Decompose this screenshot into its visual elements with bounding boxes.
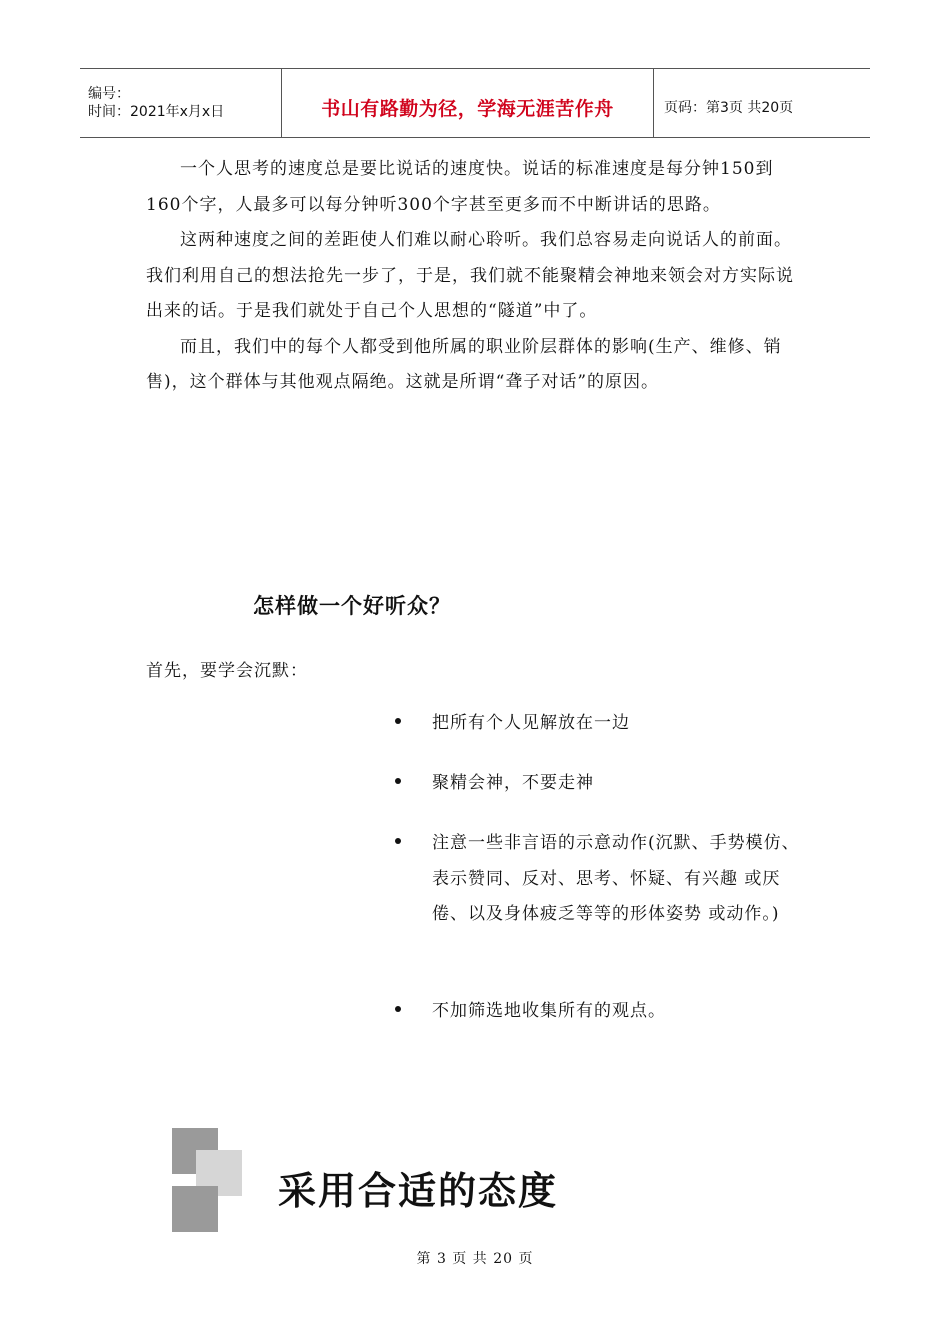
bullet-icon <box>395 718 401 724</box>
bullet-icon <box>395 778 401 784</box>
list-item-text: 把所有个人见解放在一边 <box>432 713 630 733</box>
section-title: 采用合适的态度 <box>278 1168 559 1213</box>
header-right-cell <box>654 69 870 137</box>
list-item <box>395 994 815 1030</box>
bullet-icon <box>395 838 401 844</box>
header-middle-cell <box>282 69 654 137</box>
list-item <box>395 706 815 742</box>
document-number-label: 编号： <box>88 86 130 102</box>
intro-line: 首先，要学会沉默： <box>146 661 308 681</box>
list-item <box>395 766 815 802</box>
header-page-info: 页码：第3页 共20页 <box>664 100 794 116</box>
page-footer: 第 3 页 共 20 页 <box>416 1251 534 1267</box>
list-item-text: 聚精会神，不要走神 <box>432 773 594 793</box>
bullet-icon <box>395 1006 401 1012</box>
subheading: 怎样做一个好听众？ <box>253 594 451 618</box>
document-date: 时间：2021年x月x日 <box>88 104 225 120</box>
body-text <box>146 152 806 401</box>
decorative-square-icon <box>172 1186 218 1232</box>
list-item-text: 注意一些非言语的示意动作(沉默、手势模仿、表示赞同、反对、思考、怀疑、有兴趣 或厌倦、以及身体疲乏等等的形体姿势 或动作。) <box>432 833 800 924</box>
paragraph: 一个人思考的速度总是要比说话的速度快。说话的标准速度是每分钟150到160个字，人最多可以每分钟听300个字甚至更多而不中断讲话的思路。 <box>146 159 774 215</box>
list-item <box>395 826 815 933</box>
paragraph: 这两种速度之间的差距使人们难以耐心聆听。我们总容易走向说话人的前面。我们利用自己的想法抢先一步了，于是，我们就不能聚精会神地来领会对方实际说出来的话。于是我们就处于自己个人思想的“隧道”中了。 <box>146 230 794 321</box>
paragraph: 而且，我们中的每个人都受到他所属的职业阶层群体的影响(生产、维修、销售)，这个群体与其他观点隔绝。这就是所谓“聋子对话”的原因。 <box>146 336 782 392</box>
header-motto: 书山有路勤为径，学海无涯苦作舟 <box>321 97 614 120</box>
header-left-cell <box>80 69 282 137</box>
page-header <box>80 68 870 138</box>
list-item-text: 不加筛选地收集所有的观点。 <box>432 1001 666 1021</box>
